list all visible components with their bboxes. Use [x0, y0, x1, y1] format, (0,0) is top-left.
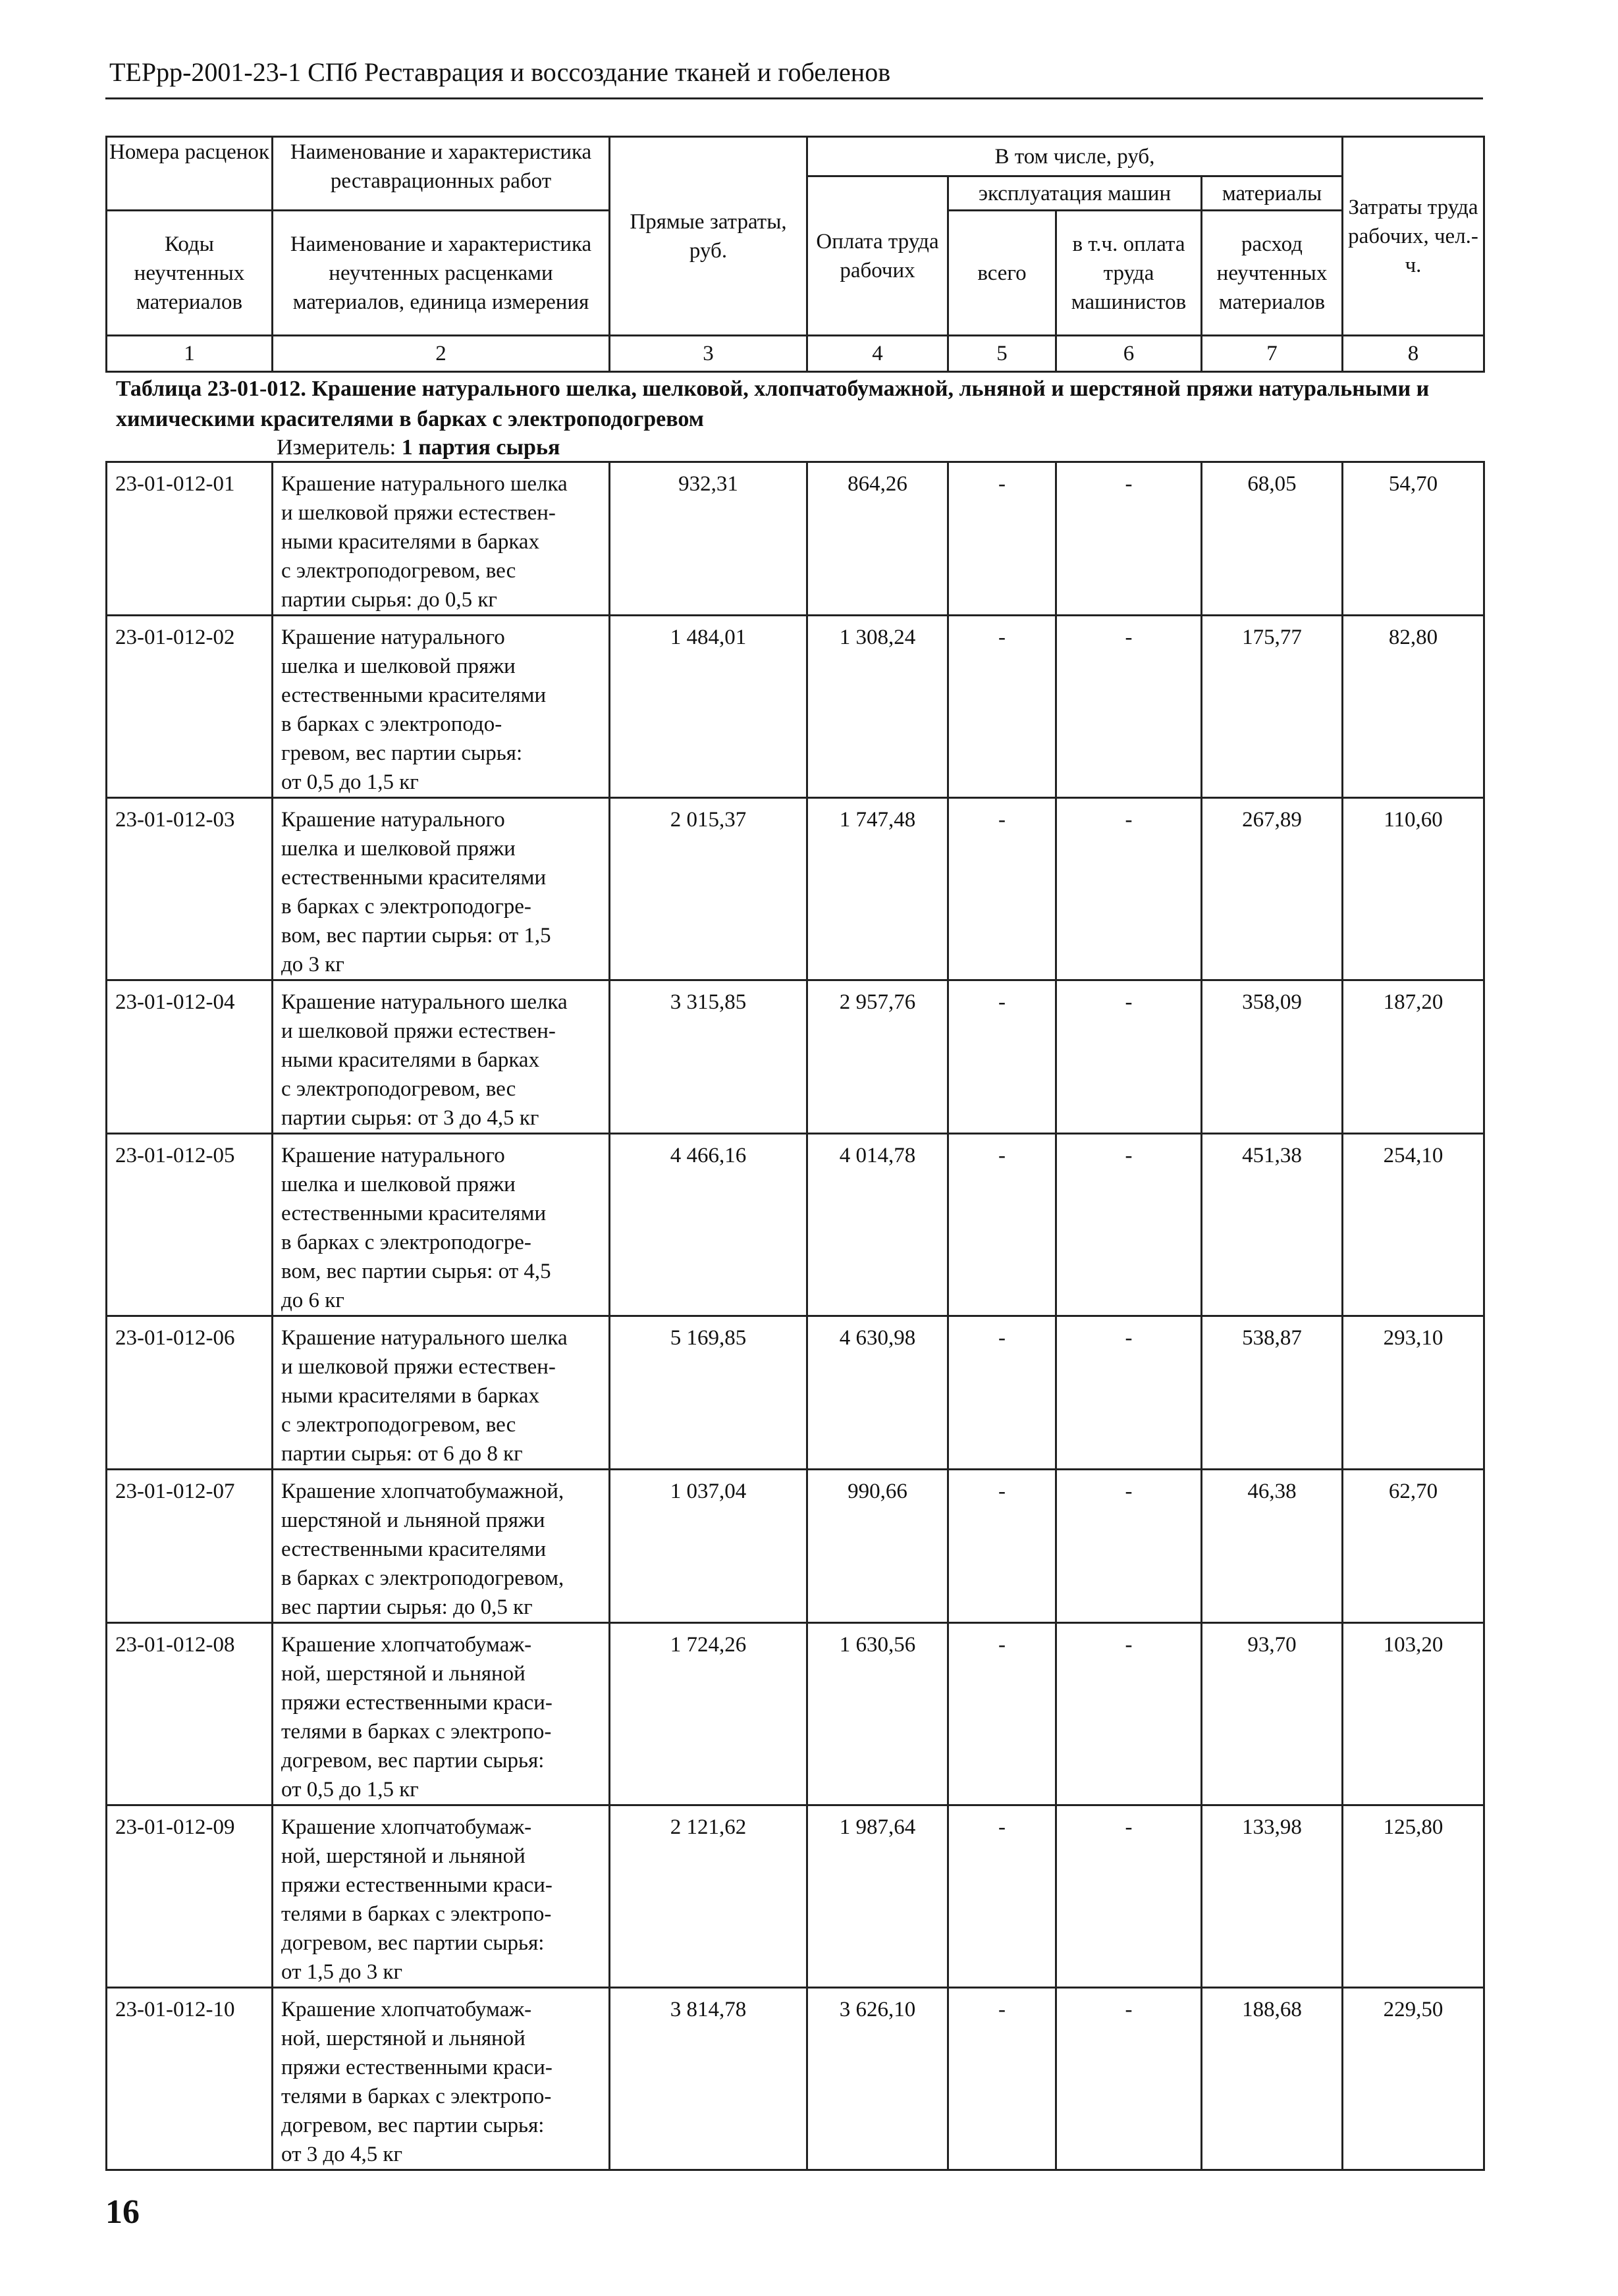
rate-code: 23-01-012-10 [107, 1988, 273, 2170]
column-number: 7 [1202, 336, 1343, 372]
direct-costs-value: 2 015,37 [610, 798, 807, 980]
materials-value: 175,77 [1202, 616, 1343, 798]
rate-code: 23-01-012-06 [107, 1316, 273, 1470]
rates-table [105, 461, 1485, 2171]
rate-code: 23-01-012-08 [107, 1623, 273, 1805]
machinist-wages-value: - [1056, 980, 1202, 1134]
table-row [107, 980, 1484, 1134]
machinist-wages-value: - [1056, 1805, 1202, 1988]
rate-description: Крашение хлопчатобумаж- ной, шерстяной и льняной пряжи естественными краси- телями в барках с электропо- догревом, вес партии сырья: от 1,5 до 3 кг [273, 1805, 610, 1988]
header-work-name: Наименование и характеристика реставрационных работ [273, 137, 610, 211]
labor-costs-value: 293,10 [1343, 1316, 1484, 1470]
running-header: ТЕРрр-2001-23-1 СПб Реставрация и воссоздание тканей и гобеленов [109, 57, 891, 87]
header-materials: материалы [1202, 176, 1343, 211]
machines-total-value: - [948, 1805, 1056, 1988]
direct-costs-value: 3 315,85 [610, 980, 807, 1134]
materials-value: 133,98 [1202, 1805, 1343, 1988]
rate-code: 23-01-012-01 [107, 462, 273, 616]
labor-costs-value: 125,80 [1343, 1805, 1484, 1988]
table-row [107, 1470, 1484, 1623]
header-machines-total: всего [948, 211, 1056, 336]
wages-value: 864,26 [807, 462, 948, 616]
rate-code: 23-01-012-09 [107, 1805, 273, 1988]
table-row [107, 1134, 1484, 1316]
table-row [107, 1805, 1484, 1988]
rate-code: 23-01-012-05 [107, 1134, 273, 1316]
labor-costs-value: 229,50 [1343, 1988, 1484, 2170]
table-row [107, 798, 1484, 980]
direct-costs-value: 1 484,01 [610, 616, 807, 798]
wages-value: 4 014,78 [807, 1134, 948, 1316]
rate-description: Крашение натурального шелка и шелковой пряжи естествен- ными красителями в барках с электроподогревом, вес партии сырья: от 6 до 8 кг [273, 1316, 610, 1470]
materials-value: 188,68 [1202, 1988, 1343, 2170]
machines-total-value: - [948, 616, 1056, 798]
table-row [107, 616, 1484, 798]
wages-value: 1 308,24 [807, 616, 948, 798]
header-machinist-wages: в т.ч. оплата труда машинистов [1056, 211, 1202, 336]
machines-total-value: - [948, 1134, 1056, 1316]
machines-total-value: - [948, 1316, 1056, 1470]
labor-costs-value: 62,70 [1343, 1470, 1484, 1623]
rate-code: 23-01-012-02 [107, 616, 273, 798]
materials-value: 46,38 [1202, 1470, 1343, 1623]
column-number: 8 [1343, 336, 1484, 372]
rate-description: Крашение хлопчатобумаж- ной, шерстяной и льняной пряжи естественными краси- телями в барках с электропо- догревом, вес партии сырья: от 0,5 до 1,5 кг [273, 1623, 610, 1805]
wages-value: 990,66 [807, 1470, 948, 1623]
table-row [107, 1316, 1484, 1470]
header-labor-costs: Затраты труда рабочих, чел.-ч. [1343, 137, 1484, 336]
machines-total-value: - [948, 1470, 1056, 1623]
page-number: 16 [105, 2193, 140, 2231]
direct-costs-value: 4 466,16 [610, 1134, 807, 1316]
machinist-wages-value: - [1056, 1623, 1202, 1805]
rate-code: 23-01-012-03 [107, 798, 273, 980]
rate-description: Крашение натурального шелка и шелковой пряжи естественными красителями в барках с электроподогре- вом, вес партии сырья: от 4,5 до 6 кг [273, 1134, 610, 1316]
wages-value: 2 957,76 [807, 980, 948, 1134]
header-material-consumption: расход неучтенных материалов [1202, 211, 1343, 336]
machinist-wages-value: - [1056, 798, 1202, 980]
materials-value: 267,89 [1202, 798, 1343, 980]
direct-costs-value: 3 814,78 [610, 1988, 807, 2170]
table-row [107, 1988, 1484, 2170]
header-rate-numbers: Номера расценок [107, 137, 273, 211]
labor-costs-value: 187,20 [1343, 980, 1484, 1134]
wages-value: 1 747,48 [807, 798, 948, 980]
machines-total-value: - [948, 980, 1056, 1134]
header-direct-costs: Прямые затраты, руб. [610, 137, 807, 336]
materials-value: 93,70 [1202, 1623, 1343, 1805]
labor-costs-value: 110,60 [1343, 798, 1484, 980]
column-number: 6 [1056, 336, 1202, 372]
rate-description: Крашение натурального шелка и шелковой пряжи естественными красителями в барках с электроподогре- вом, вес партии сырья: от 1,5 до 3 кг [273, 798, 610, 980]
materials-value: 538,87 [1202, 1316, 1343, 1470]
meter-value: 1 партия сырья [401, 435, 560, 460]
header-wages: Оплата труда рабочих [807, 176, 948, 336]
rate-description: Крашение хлопчатобумаж- ной, шерстяной и льняной пряжи естественными краси- телями в барках с электропо- догревом, вес партии сырья: от 3 до 4,5 кг [273, 1988, 610, 2170]
direct-costs-value: 5 169,85 [610, 1316, 807, 1470]
header-material-codes: Коды неучтенных материалов [107, 211, 273, 336]
table-title: Таблица 23-01-012. Крашение натурального шелка, шелковой, хлопчатобумажной, льняной и шерстяной пряжи натуральными и химическими красителями в барках с электроподогревом [116, 377, 1430, 431]
wages-value: 4 630,98 [807, 1316, 948, 1470]
header-machine-operation: эксплуатация машин [948, 176, 1202, 211]
wages-value: 3 626,10 [807, 1988, 948, 2170]
column-number: 3 [610, 336, 807, 372]
direct-costs-value: 1 724,26 [610, 1623, 807, 1805]
direct-costs-value: 1 037,04 [610, 1470, 807, 1623]
labor-costs-value: 103,20 [1343, 1623, 1484, 1805]
machinist-wages-value: - [1056, 1316, 1202, 1470]
header-material-name: Наименование и характеристика неучтенных расценками материалов, единица измерения [273, 211, 610, 336]
direct-costs-value: 932,31 [610, 462, 807, 616]
table-row [107, 462, 1484, 616]
rate-description: Крашение хлопчатобумажной, шерстяной и льняной пряжи естественными красителями в барках с электроподогревом, вес партии сырья: до 0,5 кг [273, 1470, 610, 1623]
materials-value: 68,05 [1202, 462, 1343, 616]
machinist-wages-value: - [1056, 616, 1202, 798]
rate-description: Крашение натурального шелка и шелковой пряжи естественными красителями в барках с электроподо- гревом, вес партии сырья: от 0,5 до 1,5 кг [273, 616, 610, 798]
materials-value: 451,38 [1202, 1134, 1343, 1316]
header-rule [105, 97, 1483, 99]
column-numbers-row [107, 336, 1484, 372]
materials-value: 358,09 [1202, 980, 1343, 1134]
rate-code: 23-01-012-07 [107, 1470, 273, 1623]
machines-total-value: - [948, 798, 1056, 980]
machines-total-value: - [948, 462, 1056, 616]
header-including: В том числе, руб, [807, 137, 1343, 176]
machines-total-value: - [948, 1623, 1056, 1805]
meter-line [277, 435, 560, 461]
rate-description: Крашение натурального шелка и шелковой пряжи естествен- ными красителями в барках с электроподогревом, вес партии сырья: от 3 до 4,5 кг [273, 980, 610, 1134]
labor-costs-value: 82,80 [1343, 616, 1484, 798]
machinist-wages-value: - [1056, 462, 1202, 616]
rate-description: Крашение натурального шелка и шелковой пряжи естествен- ными красителями в барках с электроподогревом, вес партии сырья: до 0,5 кг [273, 462, 610, 616]
machinist-wages-value: - [1056, 1134, 1202, 1316]
machinist-wages-value: - [1056, 1988, 1202, 2170]
labor-costs-value: 54,70 [1343, 462, 1484, 616]
table-row [107, 1623, 1484, 1805]
column-number: 2 [273, 336, 610, 372]
table-header [105, 136, 1485, 373]
labor-costs-value: 254,10 [1343, 1134, 1484, 1316]
wages-value: 1 987,64 [807, 1805, 948, 1988]
meter-label: Измеритель: [277, 435, 396, 460]
direct-costs-value: 2 121,62 [610, 1805, 807, 1988]
wages-value: 1 630,56 [807, 1623, 948, 1805]
rate-code: 23-01-012-04 [107, 980, 273, 1134]
column-number: 4 [807, 336, 948, 372]
column-number: 5 [948, 336, 1056, 372]
machinist-wages-value: - [1056, 1470, 1202, 1623]
column-number: 1 [107, 336, 273, 372]
machines-total-value: - [948, 1988, 1056, 2170]
